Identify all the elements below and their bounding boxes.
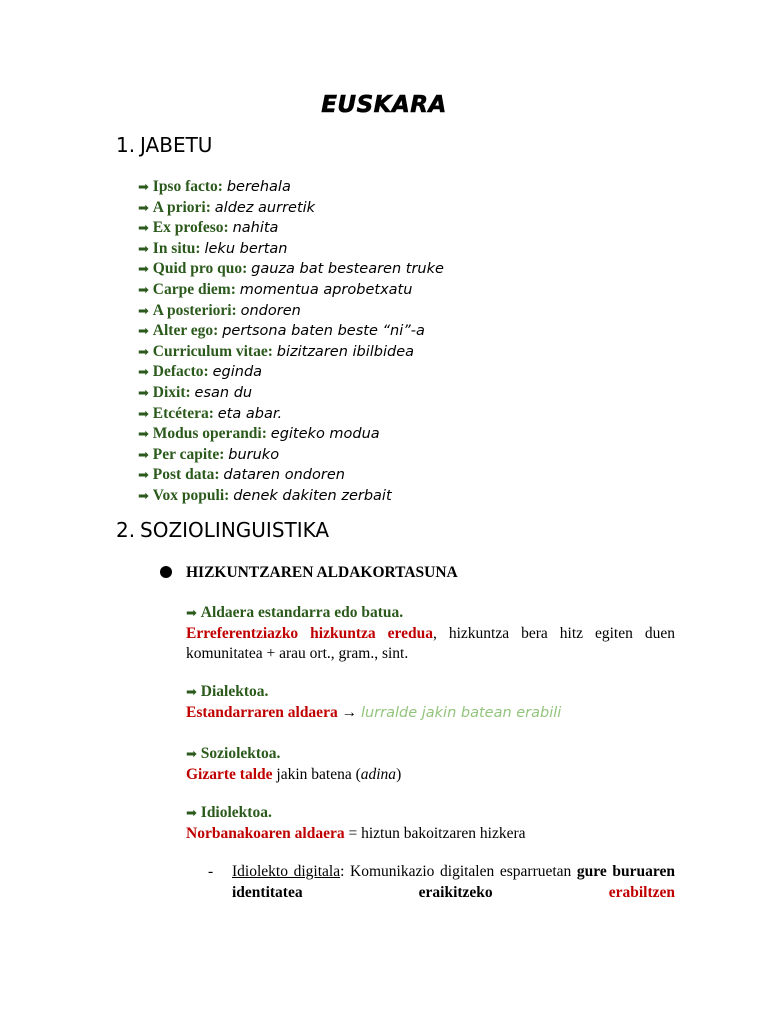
variant-text: Estandarraren aldaera → lurralde jakin batean erabili [186,704,562,721]
variant-standard [186,603,675,664]
arrow-icon: ➡ [138,262,149,278]
arrow-icon: ➡ [138,488,149,504]
latin-term-item [138,486,444,507]
variant-heading: ➡ Aldaera estandarra edo batua. [186,604,404,621]
latin-definition: berehala [226,179,291,195]
arrow-icon: ➡ [138,427,149,443]
right-arrow-icon: → [337,704,361,721]
latin-term-item [138,177,444,198]
latin-definition: bizitzaren ibilbidea [276,343,415,360]
latin-term: Ipso facto: [152,178,223,195]
latin-term-item [138,321,444,342]
arrow-icon: ➡ [138,447,149,463]
latin-term-item [138,218,444,239]
arrow-icon: ➡ [186,685,197,700]
latin-term-item [138,342,444,363]
digital-idiolect-text: Idiolekto digitala: Komunikazio digitalen esparruetan gure buruaren identitatea eraikitzeko erabiltzen [232,863,675,901]
arrow-icon: ➡ [138,344,149,360]
latin-term-item [138,280,444,301]
latin-term: Alter ego: [152,322,219,340]
latin-term: A priori: [152,198,211,216]
latin-term: Vox populi: [152,486,230,504]
dash-marker: - [208,863,214,880]
arrow-icon: ➡ [138,468,149,484]
latin-term-item [138,239,444,260]
latin-term: Post data: [152,466,220,484]
arrow-icon: ➡ [138,241,149,257]
latin-definition: buruko [228,446,280,463]
variant-heading: ➡ Soziolektoa. [186,745,281,762]
latin-term-item [138,383,444,404]
latin-term-item [138,301,444,322]
arrow-icon: ➡ [138,406,149,422]
variant-text: Erreferentziazko hizkuntza eredua, hizkuntza bera hitz egiten duen komunitatea + arau ort., gram., sint. [186,625,675,662]
section-heading-soziolinguistika: 2. SOZIOLINGUISTIKA [116,518,330,542]
latin-term: Per capite: [152,445,225,463]
latin-term: Modus operandi: [152,425,267,443]
latin-term: Quid pro quo: [152,260,248,278]
latin-term-item [138,198,444,219]
latin-term: A posteriori: [152,301,237,319]
latin-term-item [138,259,444,280]
arrow-icon: ➡ [186,606,197,621]
bullet-heading: HIZKUNTZAREN ALDAKORTASUNA [160,564,458,582]
arrow-icon: ➡ [138,303,149,319]
latin-definition: dataren ondoren [223,467,345,484]
latin-term-item [138,465,444,486]
arrow-icon: ➡ [138,365,149,381]
latin-definition: denek dakiten zerbait [233,487,392,504]
variant-heading: ➡ Dialektoa. [186,683,269,700]
latin-term-item [138,404,444,425]
latin-definition: gauza bat bestearen truke [251,261,444,278]
variant-heading: ➡ Idiolektoa. [186,804,272,821]
latin-term-item [138,424,444,445]
arrow-icon: ➡ [138,282,149,298]
latin-term: Defacto: [152,363,209,381]
latin-term: Carpe diem: [152,280,236,298]
latin-definition: aldez aurretik [214,199,316,216]
arrow-icon: ➡ [186,806,197,821]
latin-definition: nahita [232,220,279,237]
latin-definition: eginda [212,364,263,381]
latin-definition: ondoren [240,302,301,319]
variant-text: Gizarte talde jakin batena (adina) [186,766,402,783]
latin-term: Curriculum vitae: [152,342,273,360]
latin-term: Etcétera: [152,404,214,422]
latin-term: Dixit: [152,383,191,401]
arrow-icon: ➡ [138,385,149,401]
latin-terms-list [138,177,444,507]
variant-text: Norbanakoaren aldaera = hiztun bakoitzaren hizkera [186,825,526,842]
variant-dialect [186,682,675,723]
arrow-icon: ➡ [186,747,197,762]
digital-idiolect-item [208,861,675,903]
arrow-icon: ➡ [138,221,149,237]
latin-definition: pertsona baten beste “ni”-a [222,323,425,340]
variant-idiolect [186,803,675,844]
document-title: EUSKARA [321,92,447,118]
latin-term: In situ: [152,239,201,257]
latin-definition: egiteko modua [270,426,380,443]
latin-definition: eta abar. [217,405,283,422]
latin-term-item [138,445,444,466]
latin-term-item [138,362,444,383]
arrow-icon: ➡ [138,324,149,340]
arrow-icon: ➡ [138,180,149,195]
arrow-icon: ➡ [138,200,149,216]
latin-definition: momentua aprobetxatu [239,281,413,298]
latin-definition: esan du [194,384,253,401]
section-heading-jabetu: 1. JABETU [116,133,213,157]
bullet-icon [160,566,172,578]
latin-term: Ex profeso: [152,219,229,237]
latin-definition: leku bertan [204,240,288,257]
variant-sociolect [186,744,675,785]
